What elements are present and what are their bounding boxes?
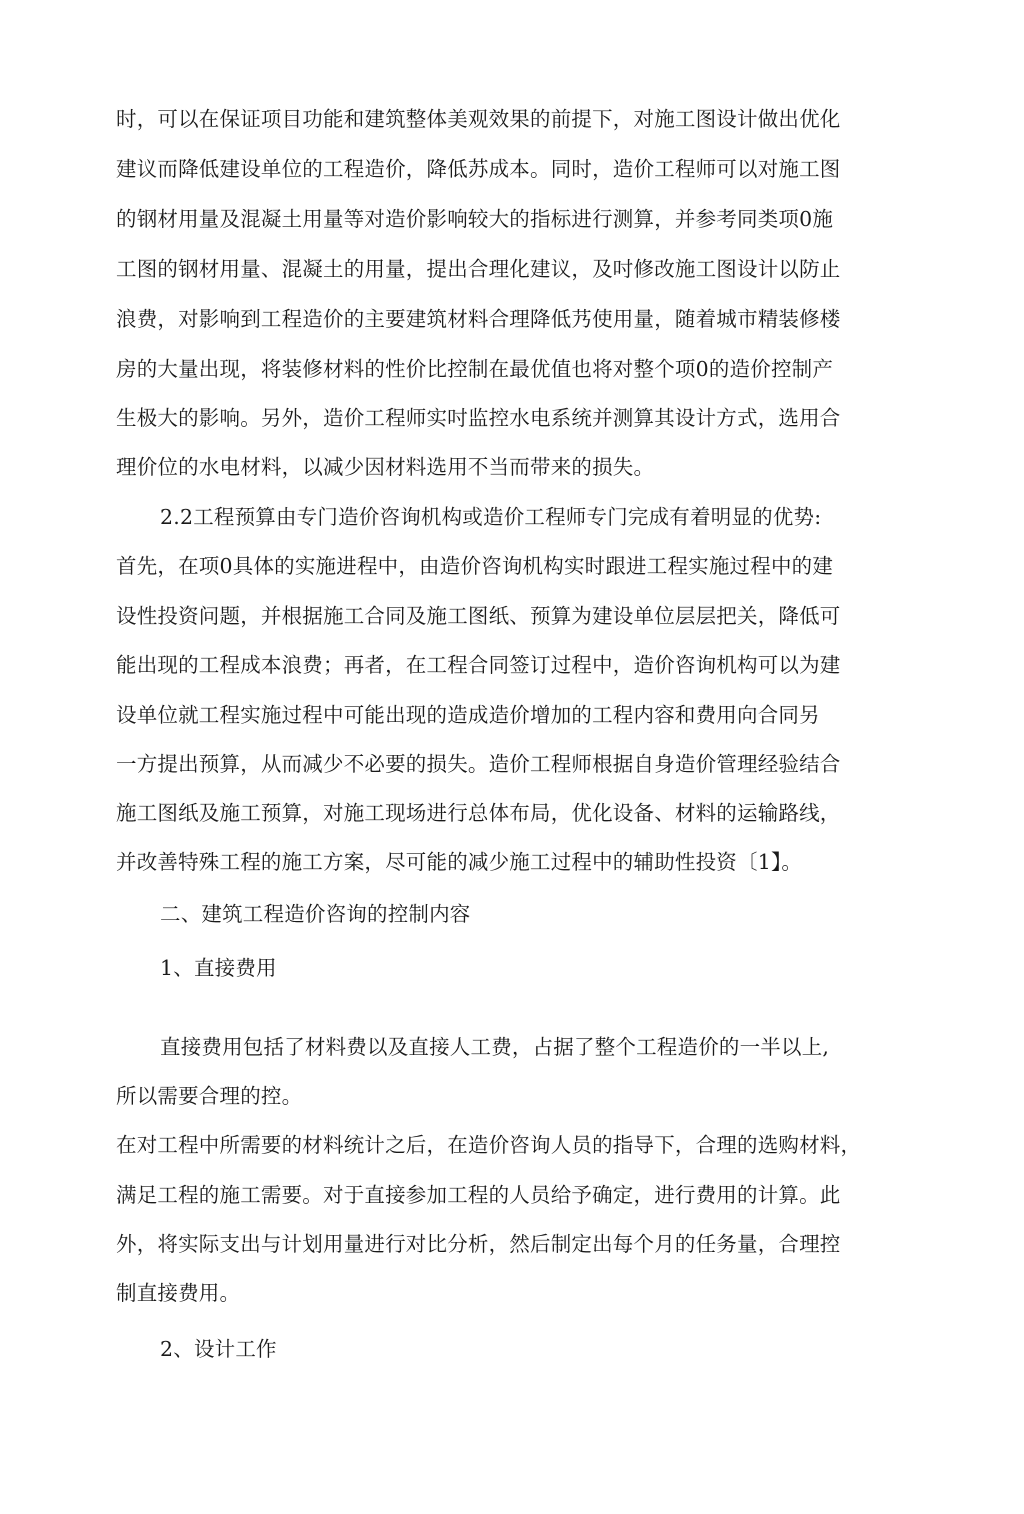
paragraph-2-line-6: 一方提出预算，从而减少不必要的损失。造价工程师根据自身造价管理经验结合: [116, 752, 841, 776]
paragraph-3-line-1: 直接费用包括了材料费以及直接人工费，占据了整个工程造价的一半以上,: [160, 1035, 830, 1059]
paragraph-4-line-4: 制直接费用。: [116, 1281, 241, 1305]
section-heading-2: 二、建筑工程造价咨询的控制内容: [160, 902, 471, 926]
paragraph-1-line-3: 的钢材用量及混凝土用量等对造价影响较大的指标进行测算，并参考同类项0施: [116, 207, 834, 231]
paragraph-1-line-2: 建议而降低建设单位的工程造价，降低苏成本。同时，造价工程师可以对施工图: [116, 157, 841, 181]
paragraph-2-line-5: 设单位就工程实施过程中可能出现的造成造价增加的工程内容和费用向合同另: [116, 703, 820, 727]
paragraph-2-line-7: 施工图纸及施工预算，对施工现场进行总体布局，优化设备、材料的运输路线，: [116, 801, 841, 825]
paragraph-4-line-3: 外，将实际支出与计划用量进行对比分析，然后制定出每个月的任务量，合理控: [116, 1232, 841, 1256]
paragraph-1-line-4: 工图的钢材用量、混凝土的用量，提出合理化建议，及吋修改施工图设计以防止: [116, 257, 841, 281]
paragraph-4-line-2: 满足工程的施工需要。对于直接参加工程的人员给予确定，进行费用的计算。此: [116, 1183, 841, 1207]
paragraph-2-line-1: 2.2工程预算由专门造价咨询机构或造价工程师专门完成有着明显的优势:: [160, 505, 822, 529]
paragraph-1-line-1: 时，可以在保证项目功能和建筑整体美观效果的前提下，对施工图设计做出优化: [116, 107, 841, 131]
item-heading-2: 2、设计工作: [160, 1337, 277, 1361]
paragraph-1-line-6: 房的大量出现，将装修材料的性价比控制在最优值也将对整个项0的造价控制产: [116, 357, 834, 381]
paragraph-2-line-3: 设性投资问题，并根据施工合同及施工图纸、预算为建设单位层层把关，降低可: [116, 604, 841, 628]
paragraph-1-line-5: 浪费，对影响到工程造价的主要建筑材料合理降低艿使用量，随着城市精装修楼: [116, 307, 841, 331]
paragraph-4-line-1: 在对工程中所需要的材料统计之后，在造价咨询人员的指导下，合理的选购材料，: [116, 1133, 862, 1157]
paragraph-2-line-8: 并改善特殊工程的施工方案，尽可能的减少施工过程中的辅助性投资〔1】。: [116, 850, 803, 874]
paragraph-2-line-2: 首先，在项0具体的实施进程中，由造价咨询机构实时跟进工程实施过程中的建: [116, 554, 834, 578]
paragraph-1-line-8: 理价位的水电材料，以减少因材料选用不当而带来的损失。: [116, 455, 655, 479]
paragraph-2-line-4: 能出现的工程成本浪费；再者，在工程合同签订过程中，造价咨询机构可以为建: [116, 653, 841, 677]
paragraph-1-line-7: 生极大的影响。另外，造价工程师实吋监控水电系统并测算其设计方式，选用合: [116, 406, 841, 430]
item-heading-1: 1、直接费用: [160, 956, 277, 980]
paragraph-3-line-2: 所以需要合理的控。: [116, 1084, 303, 1108]
